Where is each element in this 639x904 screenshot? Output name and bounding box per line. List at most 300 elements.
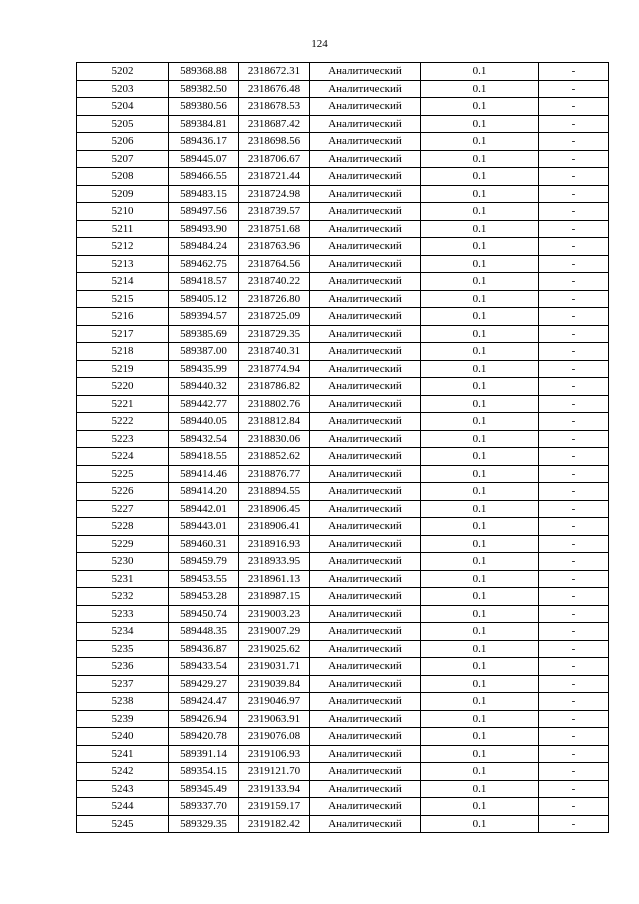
table-row (77, 343, 609, 361)
y-coordinate-cell: 2319121.70 (239, 763, 310, 781)
x-coordinate-cell: 589453.28 (169, 588, 239, 606)
x-coordinate-cell: 589418.57 (169, 273, 239, 291)
y-coordinate-cell: 2318687.42 (239, 115, 310, 133)
y-coordinate-cell: 2318812.84 (239, 413, 310, 431)
accuracy-cell: 0.1 (421, 728, 539, 746)
accuracy-cell: 0.1 (421, 63, 539, 81)
accuracy-cell: 0.1 (421, 238, 539, 256)
method-cell: Аналитический (310, 710, 421, 728)
x-coordinate-cell: 589493.90 (169, 220, 239, 238)
accuracy-cell: 0.1 (421, 255, 539, 273)
note-cell: - (539, 150, 609, 168)
x-coordinate-cell: 589354.15 (169, 763, 239, 781)
coordinates-table-body (77, 63, 609, 833)
table-row (77, 413, 609, 431)
method-cell: Аналитический (310, 133, 421, 151)
x-coordinate-cell: 589484.24 (169, 238, 239, 256)
y-coordinate-cell: 2319063.91 (239, 710, 310, 728)
accuracy-cell: 0.1 (421, 203, 539, 221)
note-cell: - (539, 80, 609, 98)
accuracy-cell: 0.1 (421, 98, 539, 116)
table-row (77, 640, 609, 658)
accuracy-cell: 0.1 (421, 133, 539, 151)
y-coordinate-cell: 2319106.93 (239, 745, 310, 763)
method-cell: Аналитический (310, 745, 421, 763)
table-row (77, 588, 609, 606)
note-cell: - (539, 623, 609, 641)
table-row (77, 465, 609, 483)
accuracy-cell: 0.1 (421, 448, 539, 466)
x-coordinate-cell: 589462.75 (169, 255, 239, 273)
table-row (77, 133, 609, 151)
y-coordinate-cell: 2319003.23 (239, 605, 310, 623)
y-coordinate-cell: 2318906.41 (239, 518, 310, 536)
x-coordinate-cell: 589443.01 (169, 518, 239, 536)
point-number-cell: 5210 (77, 203, 169, 221)
point-number-cell: 5213 (77, 255, 169, 273)
point-number-cell: 5240 (77, 728, 169, 746)
table-row (77, 483, 609, 501)
point-number-cell: 5211 (77, 220, 169, 238)
x-coordinate-cell: 589483.15 (169, 185, 239, 203)
table-row (77, 325, 609, 343)
accuracy-cell: 0.1 (421, 378, 539, 396)
x-coordinate-cell: 589436.87 (169, 640, 239, 658)
table-row (77, 63, 609, 81)
table-row (77, 798, 609, 816)
x-coordinate-cell: 589426.94 (169, 710, 239, 728)
accuracy-cell: 0.1 (421, 623, 539, 641)
note-cell: - (539, 588, 609, 606)
point-number-cell: 5228 (77, 518, 169, 536)
table-row (77, 203, 609, 221)
method-cell: Аналитический (310, 185, 421, 203)
accuracy-cell: 0.1 (421, 518, 539, 536)
point-number-cell: 5224 (77, 448, 169, 466)
accuracy-cell: 0.1 (421, 273, 539, 291)
table-row (77, 500, 609, 518)
point-number-cell: 5231 (77, 570, 169, 588)
method-cell: Аналитический (310, 308, 421, 326)
table-row (77, 80, 609, 98)
y-coordinate-cell: 2318729.35 (239, 325, 310, 343)
y-coordinate-cell: 2318916.93 (239, 535, 310, 553)
y-coordinate-cell: 2318764.56 (239, 255, 310, 273)
accuracy-cell: 0.1 (421, 745, 539, 763)
point-number-cell: 5215 (77, 290, 169, 308)
accuracy-cell: 0.1 (421, 658, 539, 676)
point-number-cell: 5239 (77, 710, 169, 728)
point-number-cell: 5244 (77, 798, 169, 816)
y-coordinate-cell: 2318739.57 (239, 203, 310, 221)
y-coordinate-cell: 2318802.76 (239, 395, 310, 413)
method-cell: Аналитический (310, 150, 421, 168)
x-coordinate-cell: 589445.07 (169, 150, 239, 168)
table-row (77, 780, 609, 798)
x-coordinate-cell: 589448.35 (169, 623, 239, 641)
x-coordinate-cell: 589435.99 (169, 360, 239, 378)
table-row (77, 255, 609, 273)
method-cell: Аналитический (310, 588, 421, 606)
table-row (77, 378, 609, 396)
x-coordinate-cell: 589433.54 (169, 658, 239, 676)
accuracy-cell: 0.1 (421, 150, 539, 168)
method-cell: Аналитический (310, 360, 421, 378)
y-coordinate-cell: 2318961.13 (239, 570, 310, 588)
table-row (77, 745, 609, 763)
page-number: 124 (311, 38, 328, 50)
accuracy-cell: 0.1 (421, 640, 539, 658)
x-coordinate-cell: 589442.77 (169, 395, 239, 413)
accuracy-cell: 0.1 (421, 483, 539, 501)
accuracy-cell: 0.1 (421, 763, 539, 781)
note-cell: - (539, 255, 609, 273)
note-cell: - (539, 518, 609, 536)
point-number-cell: 5229 (77, 535, 169, 553)
point-number-cell: 5232 (77, 588, 169, 606)
note-cell: - (539, 780, 609, 798)
method-cell: Аналитический (310, 220, 421, 238)
note-cell: - (539, 763, 609, 781)
y-coordinate-cell: 2318678.53 (239, 98, 310, 116)
method-cell: Аналитический (310, 518, 421, 536)
y-coordinate-cell: 2318786.82 (239, 378, 310, 396)
x-coordinate-cell: 589345.49 (169, 780, 239, 798)
note-cell: - (539, 535, 609, 553)
point-number-cell: 5235 (77, 640, 169, 658)
accuracy-cell: 0.1 (421, 588, 539, 606)
y-coordinate-cell: 2319046.97 (239, 693, 310, 711)
method-cell: Аналитический (310, 343, 421, 361)
table-row (77, 308, 609, 326)
point-number-cell: 5206 (77, 133, 169, 151)
method-cell: Аналитический (310, 675, 421, 693)
y-coordinate-cell: 2318740.22 (239, 273, 310, 291)
note-cell: - (539, 98, 609, 116)
method-cell: Аналитический (310, 115, 421, 133)
y-coordinate-cell: 2318876.77 (239, 465, 310, 483)
method-cell: Аналитический (310, 168, 421, 186)
note-cell: - (539, 63, 609, 81)
method-cell: Аналитический (310, 640, 421, 658)
method-cell: Аналитический (310, 483, 421, 501)
y-coordinate-cell: 2319025.62 (239, 640, 310, 658)
note-cell: - (539, 640, 609, 658)
point-number-cell: 5216 (77, 308, 169, 326)
y-coordinate-cell: 2319133.94 (239, 780, 310, 798)
point-number-cell: 5209 (77, 185, 169, 203)
table-row (77, 448, 609, 466)
x-coordinate-cell: 589459.79 (169, 553, 239, 571)
note-cell: - (539, 220, 609, 238)
table-row (77, 815, 609, 833)
x-coordinate-cell: 589424.47 (169, 693, 239, 711)
table-row (77, 185, 609, 203)
method-cell: Аналитический (310, 658, 421, 676)
point-number-cell: 5245 (77, 815, 169, 833)
note-cell: - (539, 413, 609, 431)
table-row (77, 395, 609, 413)
accuracy-cell: 0.1 (421, 570, 539, 588)
y-coordinate-cell: 2319031.71 (239, 658, 310, 676)
x-coordinate-cell: 589385.69 (169, 325, 239, 343)
accuracy-cell: 0.1 (421, 675, 539, 693)
accuracy-cell: 0.1 (421, 80, 539, 98)
method-cell: Аналитический (310, 798, 421, 816)
accuracy-cell: 0.1 (421, 798, 539, 816)
y-coordinate-cell: 2318724.98 (239, 185, 310, 203)
table-row (77, 535, 609, 553)
note-cell: - (539, 168, 609, 186)
method-cell: Аналитический (310, 255, 421, 273)
method-cell: Аналитический (310, 273, 421, 291)
table-row (77, 710, 609, 728)
point-number-cell: 5205 (77, 115, 169, 133)
note-cell: - (539, 430, 609, 448)
accuracy-cell: 0.1 (421, 115, 539, 133)
method-cell: Аналитический (310, 763, 421, 781)
point-number-cell: 5242 (77, 763, 169, 781)
x-coordinate-cell: 589368.88 (169, 63, 239, 81)
x-coordinate-cell: 589440.32 (169, 378, 239, 396)
note-cell: - (539, 360, 609, 378)
y-coordinate-cell: 2318672.31 (239, 63, 310, 81)
accuracy-cell: 0.1 (421, 413, 539, 431)
point-number-cell: 5214 (77, 273, 169, 291)
note-cell: - (539, 308, 609, 326)
y-coordinate-cell: 2318698.56 (239, 133, 310, 151)
table-row (77, 273, 609, 291)
table-row (77, 728, 609, 746)
accuracy-cell: 0.1 (421, 500, 539, 518)
point-number-cell: 5238 (77, 693, 169, 711)
point-number-cell: 5218 (77, 343, 169, 361)
y-coordinate-cell: 2319182.42 (239, 815, 310, 833)
x-coordinate-cell: 589384.81 (169, 115, 239, 133)
note-cell: - (539, 483, 609, 501)
x-coordinate-cell: 589466.55 (169, 168, 239, 186)
x-coordinate-cell: 589337.70 (169, 798, 239, 816)
method-cell: Аналитический (310, 238, 421, 256)
method-cell: Аналитический (310, 378, 421, 396)
point-number-cell: 5207 (77, 150, 169, 168)
note-cell: - (539, 745, 609, 763)
point-number-cell: 5241 (77, 745, 169, 763)
note-cell: - (539, 378, 609, 396)
y-coordinate-cell: 2318740.31 (239, 343, 310, 361)
accuracy-cell: 0.1 (421, 308, 539, 326)
x-coordinate-cell: 589429.27 (169, 675, 239, 693)
point-number-cell: 5221 (77, 395, 169, 413)
note-cell: - (539, 798, 609, 816)
note-cell: - (539, 675, 609, 693)
accuracy-cell: 0.1 (421, 343, 539, 361)
accuracy-cell: 0.1 (421, 553, 539, 571)
coordinates-table (76, 62, 609, 833)
accuracy-cell: 0.1 (421, 185, 539, 203)
method-cell: Аналитический (310, 395, 421, 413)
method-cell: Аналитический (310, 80, 421, 98)
method-cell: Аналитический (310, 553, 421, 571)
accuracy-cell: 0.1 (421, 815, 539, 833)
table-row (77, 553, 609, 571)
point-number-cell: 5220 (77, 378, 169, 396)
accuracy-cell: 0.1 (421, 220, 539, 238)
method-cell: Аналитический (310, 98, 421, 116)
method-cell: Аналитический (310, 465, 421, 483)
table-row (77, 150, 609, 168)
method-cell: Аналитический (310, 815, 421, 833)
method-cell: Аналитический (310, 623, 421, 641)
y-coordinate-cell: 2318933.95 (239, 553, 310, 571)
table-row (77, 658, 609, 676)
x-coordinate-cell: 589405.12 (169, 290, 239, 308)
point-number-cell: 5202 (77, 63, 169, 81)
note-cell: - (539, 343, 609, 361)
table-row (77, 570, 609, 588)
x-coordinate-cell: 589418.55 (169, 448, 239, 466)
note-cell: - (539, 238, 609, 256)
table-row (77, 430, 609, 448)
method-cell: Аналитический (310, 570, 421, 588)
point-number-cell: 5236 (77, 658, 169, 676)
x-coordinate-cell: 589497.56 (169, 203, 239, 221)
x-coordinate-cell: 589414.46 (169, 465, 239, 483)
note-cell: - (539, 185, 609, 203)
table-row (77, 220, 609, 238)
method-cell: Аналитический (310, 605, 421, 623)
accuracy-cell: 0.1 (421, 360, 539, 378)
point-number-cell: 5230 (77, 553, 169, 571)
y-coordinate-cell: 2318676.48 (239, 80, 310, 98)
note-cell: - (539, 395, 609, 413)
method-cell: Аналитический (310, 430, 421, 448)
table-row (77, 360, 609, 378)
x-coordinate-cell: 589391.14 (169, 745, 239, 763)
table-row (77, 693, 609, 711)
y-coordinate-cell: 2319039.84 (239, 675, 310, 693)
point-number-cell: 5234 (77, 623, 169, 641)
method-cell: Аналитический (310, 203, 421, 221)
method-cell: Аналитический (310, 63, 421, 81)
accuracy-cell: 0.1 (421, 395, 539, 413)
point-number-cell: 5212 (77, 238, 169, 256)
point-number-cell: 5222 (77, 413, 169, 431)
accuracy-cell: 0.1 (421, 465, 539, 483)
table-row (77, 238, 609, 256)
y-coordinate-cell: 2318726.80 (239, 290, 310, 308)
y-coordinate-cell: 2318830.06 (239, 430, 310, 448)
note-cell: - (539, 728, 609, 746)
x-coordinate-cell: 589460.31 (169, 535, 239, 553)
point-number-cell: 5208 (77, 168, 169, 186)
table-row (77, 763, 609, 781)
method-cell: Аналитический (310, 448, 421, 466)
table-row (77, 623, 609, 641)
x-coordinate-cell: 589394.57 (169, 308, 239, 326)
method-cell: Аналитический (310, 325, 421, 343)
y-coordinate-cell: 2318774.94 (239, 360, 310, 378)
point-number-cell: 5225 (77, 465, 169, 483)
accuracy-cell: 0.1 (421, 780, 539, 798)
x-coordinate-cell: 589432.54 (169, 430, 239, 448)
point-number-cell: 5243 (77, 780, 169, 798)
note-cell: - (539, 273, 609, 291)
table-row (77, 518, 609, 536)
x-coordinate-cell: 589414.20 (169, 483, 239, 501)
note-cell: - (539, 553, 609, 571)
y-coordinate-cell: 2318852.62 (239, 448, 310, 466)
x-coordinate-cell: 589380.56 (169, 98, 239, 116)
note-cell: - (539, 115, 609, 133)
method-cell: Аналитический (310, 693, 421, 711)
table-row (77, 675, 609, 693)
note-cell: - (539, 815, 609, 833)
table-row (77, 98, 609, 116)
point-number-cell: 5219 (77, 360, 169, 378)
point-number-cell: 5204 (77, 98, 169, 116)
note-cell: - (539, 133, 609, 151)
x-coordinate-cell: 589442.01 (169, 500, 239, 518)
note-cell: - (539, 290, 609, 308)
x-coordinate-cell: 589329.35 (169, 815, 239, 833)
y-coordinate-cell: 2318987.15 (239, 588, 310, 606)
y-coordinate-cell: 2318721.44 (239, 168, 310, 186)
y-coordinate-cell: 2318763.96 (239, 238, 310, 256)
note-cell: - (539, 693, 609, 711)
y-coordinate-cell: 2318751.68 (239, 220, 310, 238)
accuracy-cell: 0.1 (421, 168, 539, 186)
point-number-cell: 5233 (77, 605, 169, 623)
point-number-cell: 5217 (77, 325, 169, 343)
x-coordinate-cell: 589453.55 (169, 570, 239, 588)
point-number-cell: 5237 (77, 675, 169, 693)
accuracy-cell: 0.1 (421, 693, 539, 711)
note-cell: - (539, 448, 609, 466)
y-coordinate-cell: 2319076.08 (239, 728, 310, 746)
note-cell: - (539, 710, 609, 728)
accuracy-cell: 0.1 (421, 710, 539, 728)
accuracy-cell: 0.1 (421, 430, 539, 448)
point-number-cell: 5203 (77, 80, 169, 98)
method-cell: Аналитический (310, 413, 421, 431)
accuracy-cell: 0.1 (421, 605, 539, 623)
x-coordinate-cell: 589420.78 (169, 728, 239, 746)
accuracy-cell: 0.1 (421, 325, 539, 343)
method-cell: Аналитический (310, 535, 421, 553)
method-cell: Аналитический (310, 500, 421, 518)
x-coordinate-cell: 589382.50 (169, 80, 239, 98)
note-cell: - (539, 203, 609, 221)
table-row (77, 290, 609, 308)
accuracy-cell: 0.1 (421, 290, 539, 308)
y-coordinate-cell: 2319007.29 (239, 623, 310, 641)
note-cell: - (539, 605, 609, 623)
table-row (77, 168, 609, 186)
x-coordinate-cell: 589440.05 (169, 413, 239, 431)
method-cell: Аналитический (310, 728, 421, 746)
y-coordinate-cell: 2318906.45 (239, 500, 310, 518)
x-coordinate-cell: 589436.17 (169, 133, 239, 151)
x-coordinate-cell: 589387.00 (169, 343, 239, 361)
y-coordinate-cell: 2318706.67 (239, 150, 310, 168)
y-coordinate-cell: 2319159.17 (239, 798, 310, 816)
y-coordinate-cell: 2318725.09 (239, 308, 310, 326)
accuracy-cell: 0.1 (421, 535, 539, 553)
note-cell: - (539, 570, 609, 588)
table-row (77, 605, 609, 623)
x-coordinate-cell: 589450.74 (169, 605, 239, 623)
